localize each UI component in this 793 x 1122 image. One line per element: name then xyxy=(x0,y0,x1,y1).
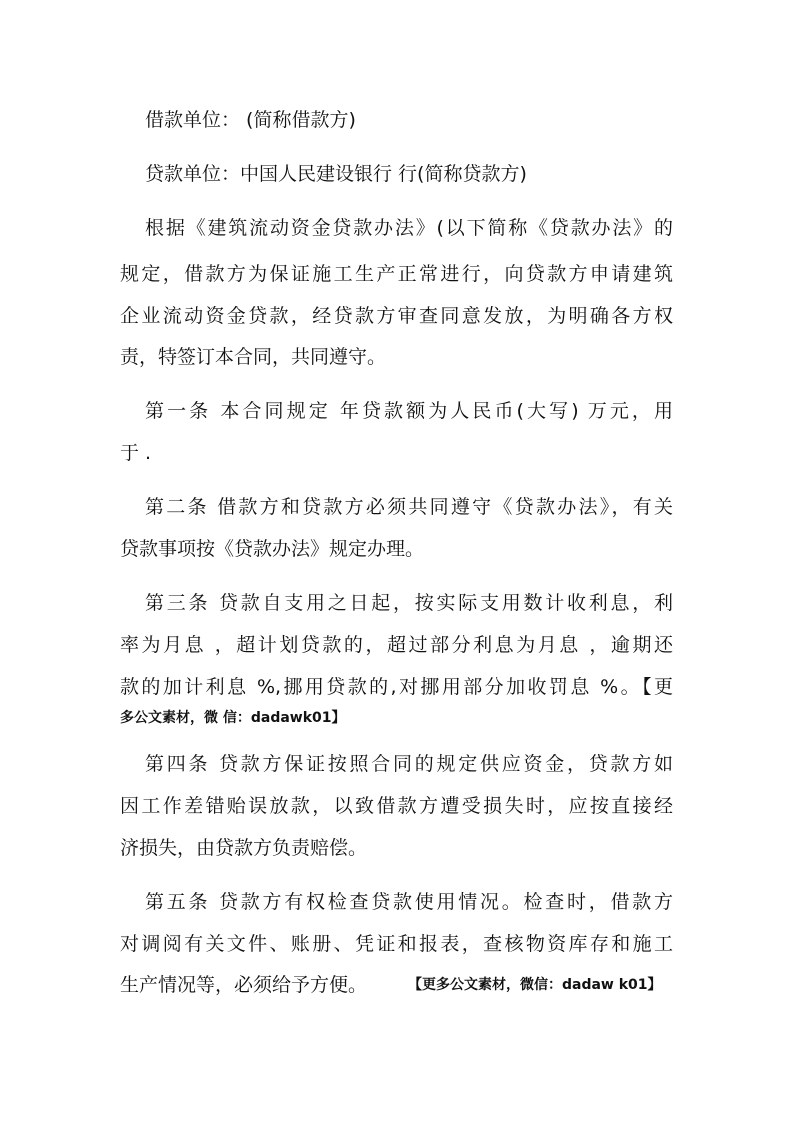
document-text-line: 第四条 贷款方保证按照合同的规定供应资金，贷款方如 xyxy=(145,753,673,775)
watermark-note: 【更多公文素材，微信：dadaw k01】 xyxy=(408,977,662,993)
document-text-line: 济损失，由贷款方负责赔偿。 xyxy=(120,837,368,859)
document-text-line: 责，特签订本合同，共同遵守。 xyxy=(120,346,387,368)
document-text-line: 贷款单位：中国人民建设银行 行(简称贷款方) xyxy=(145,163,527,185)
document-text-line: 于 . xyxy=(120,442,152,464)
document-text-line: 企业流动资金贷款，经贷款方审查同意发放，为明确各方权 xyxy=(120,305,673,327)
document-text-line: 借款单位： (简称借款方) xyxy=(145,109,356,131)
document-text-line: 款的加计利息 %,挪用贷款的,对挪用部分加收罚息 %。【更 xyxy=(120,676,673,698)
document-text-line: 规定，借款方为保证施工生产正常进行，向贷款方申请建筑 xyxy=(120,263,673,285)
document-text-line: 第二条 借款方和贷款方必须共同遵守《贷款办法》，有关 xyxy=(145,496,673,518)
watermark-note: 多公文素材，微 信：dadawk01】 xyxy=(120,710,346,726)
document-text-line: 率为月息 ，超计划贷款的，超过部分利息为月息 ，逾期还 xyxy=(120,634,673,656)
document-text-line: 根据《建筑流动资金贷款办法》(以下简称《贷款办法》的 xyxy=(145,217,673,239)
document-text-line: 对调阅有关文件、账册、凭证和报表，查核物资库存和施工 xyxy=(120,933,673,955)
document-text-line: 第三条 贷款自支用之日起，按实际支用数计收利息，利 xyxy=(145,592,673,614)
document-text-line: 贷款事项按《贷款办法》规定办理。 xyxy=(120,538,425,560)
document-text-line: 第一条 本合同规定 年贷款额为人民币(大写) 万元，用 xyxy=(145,400,673,422)
document-text-line: 生产情况等，必须给予方便。 xyxy=(120,974,368,996)
document-text-line: 因工作差错贻误放款，以致借款方遭受损失时，应按直接经 xyxy=(120,795,673,817)
document-text-line: 第五条 贷款方有权检查贷款使用情况。检查时，借款方 xyxy=(145,891,673,913)
